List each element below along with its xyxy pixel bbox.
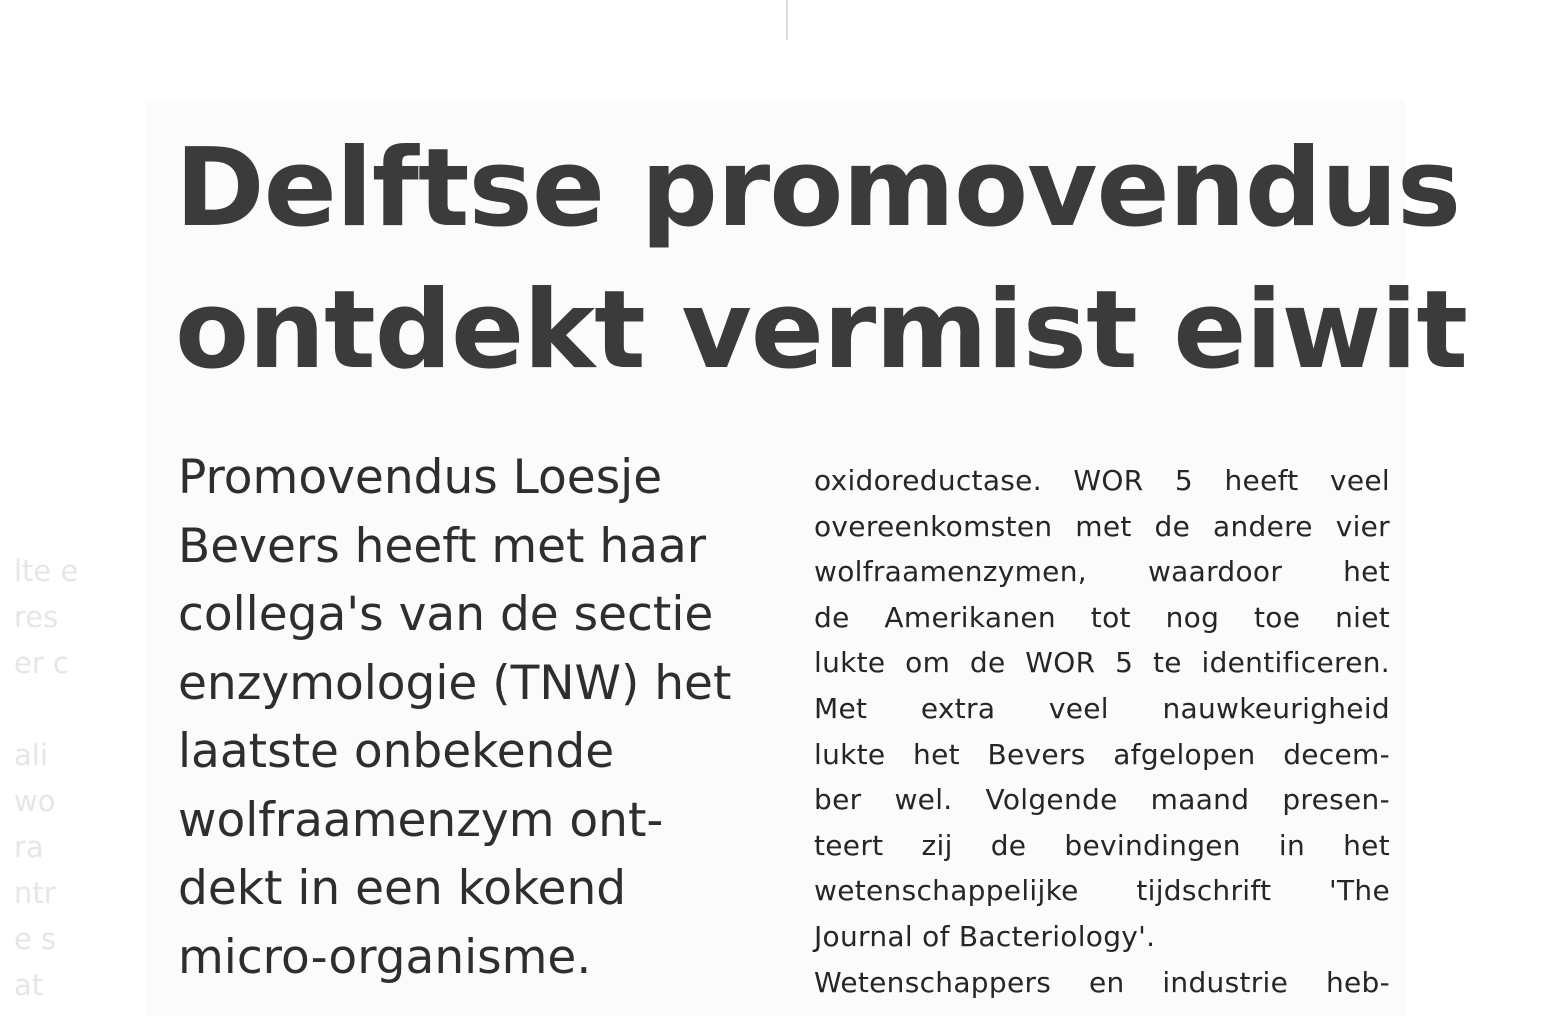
body-line: teert zij de bevindingen in het <box>814 828 1390 862</box>
body-line: oxidoreductase. WOR 5 heeft veel <box>814 464 1390 497</box>
body-line: lukte het Bevers afgelopen decem- <box>814 737 1390 771</box>
scan-fold-mark <box>786 0 788 40</box>
body-line: overeenkomsten met de andere vier <box>814 509 1390 543</box>
bleed-line: ali <box>14 738 48 772</box>
article-headline <box>175 118 1467 402</box>
lead-line: collega's van de sectie <box>178 587 714 642</box>
bleed-line: res <box>14 600 59 634</box>
body-line: ber wel. Volgende maand presen- <box>814 783 1390 817</box>
body-line: lukte om de WOR 5 te identificeren. <box>814 646 1390 680</box>
lead-line: dekt in een kokend <box>178 861 627 916</box>
adjacent-page-bleed <box>0 0 140 1016</box>
bleed-line: er c <box>14 646 69 680</box>
body-line: wolfraamenzymen, waardoor het <box>814 555 1390 589</box>
body-text-column <box>814 458 1390 1005</box>
lead-line: wolfraamenzym ont- <box>178 792 664 848</box>
body-line: de Amerikanen tot nog toe niet <box>814 600 1390 634</box>
bleed-line: ra <box>14 830 44 864</box>
body-line: wetenschappelijke tijdschrift 'The <box>814 874 1390 908</box>
lead-paragraph <box>178 444 758 992</box>
lead-line: Promovendus Loesje <box>178 450 663 505</box>
bleed-line: ntr <box>14 876 56 910</box>
bleed-line: at <box>14 968 44 1002</box>
lead-line: Bevers heeft met haar <box>178 518 707 574</box>
lead-line: enzymologie (TNW) het <box>178 655 732 711</box>
body-line: Journal of Bacteriology'. <box>814 919 1156 953</box>
lead-line: micro-organisme. <box>178 929 592 985</box>
headline-line-2: ontdekt vermist eiwit <box>175 268 1467 393</box>
headline-line-1: Delftse promovendus <box>175 126 1461 251</box>
bleed-line: lte e <box>14 554 79 588</box>
bleed-line: e s <box>14 922 57 956</box>
bleed-line: wo <box>14 784 56 818</box>
body-line: Met extra veel nauwkeurigheid <box>814 691 1390 725</box>
body-line: Wetenschappers en industrie heb- <box>814 965 1390 999</box>
lead-line: laatste onbekende <box>178 724 615 779</box>
